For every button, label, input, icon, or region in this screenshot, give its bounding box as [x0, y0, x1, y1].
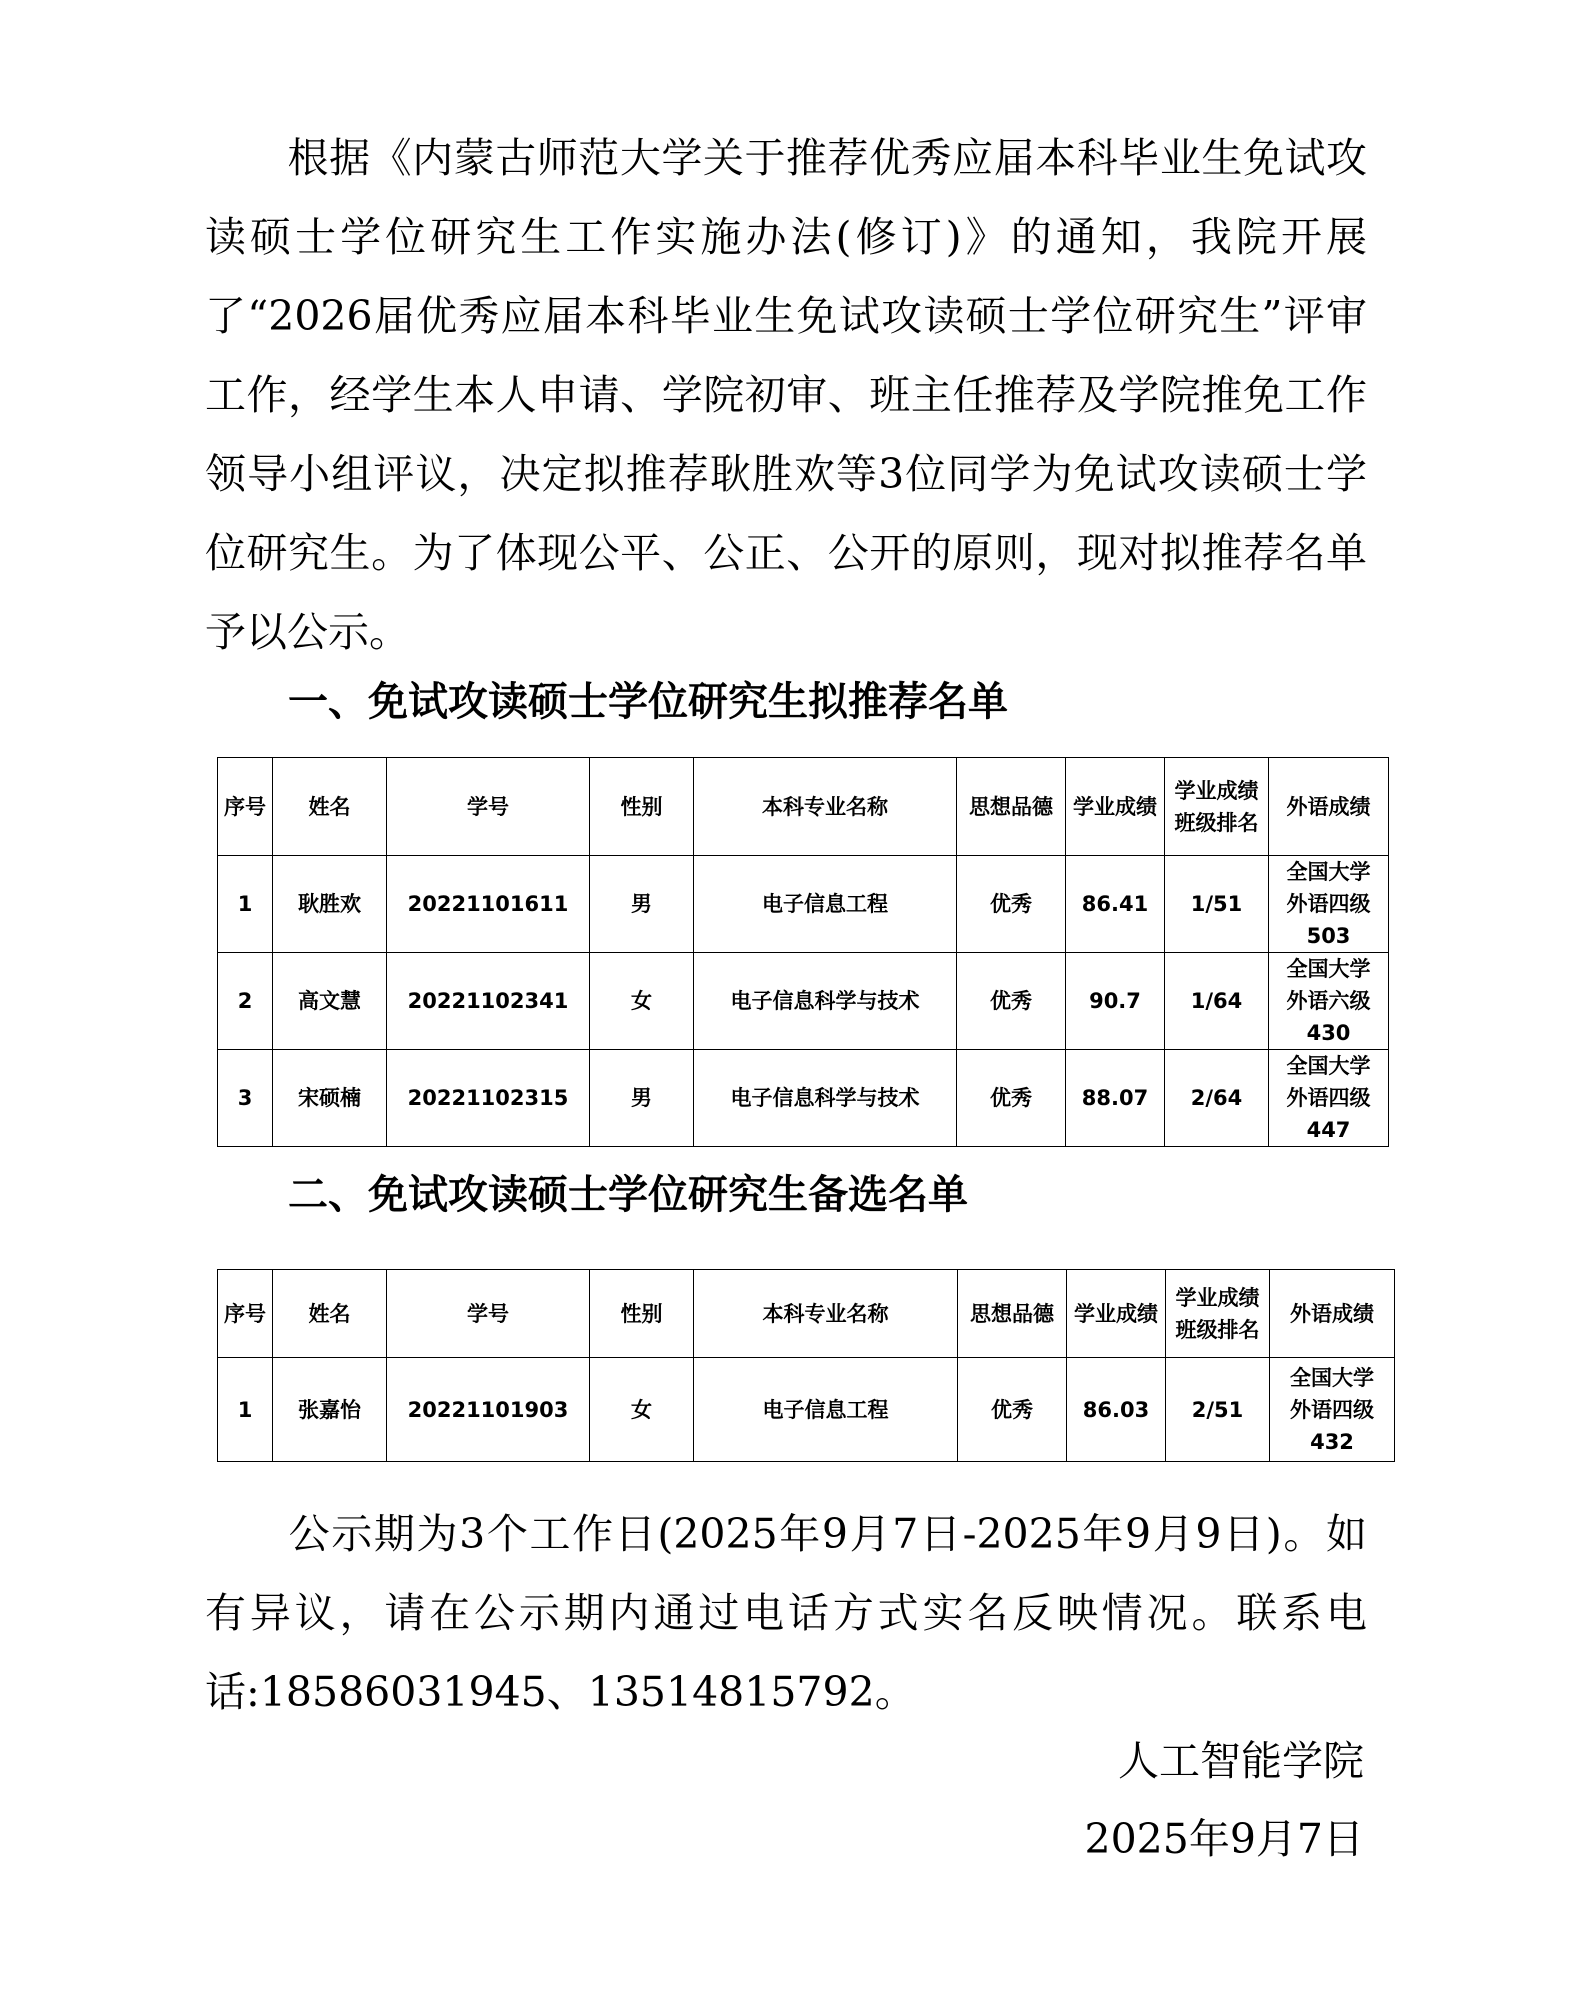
- cell-rank: 2/64: [1165, 1050, 1269, 1147]
- header-moral: 思想品德: [958, 1270, 1067, 1358]
- cell-language: [1269, 856, 1389, 953]
- cell-rank: 1/64: [1165, 953, 1269, 1050]
- cell-gender: 男: [590, 856, 694, 953]
- header-no: 序号: [218, 758, 273, 856]
- cell-id: 20221102341: [387, 953, 590, 1050]
- notice-text: 公示期为3个工作日(2025年9月7日-2025年9月9日)。如有异议，请在公示期内通过电话方式实名反映情况。联系电话:18586031945、13514815792。: [205, 1510, 1367, 1716]
- cell-score: 90.7: [1066, 953, 1165, 1050]
- lang-line3: 432: [1310, 1429, 1354, 1454]
- header-no: 序号: [218, 1270, 273, 1358]
- lang-line3: 447: [1306, 1118, 1351, 1142]
- cell-id: 20221101903: [387, 1358, 590, 1462]
- intro-paragraph: [205, 119, 1367, 672]
- lang-line1: 全国大学: [1286, 860, 1371, 884]
- alternates-table: [217, 1269, 1395, 1462]
- cell-rank: 2/51: [1166, 1358, 1270, 1462]
- cell-major: 电子信息工程: [694, 856, 957, 953]
- header-rank-line1: 学业成绩: [1175, 1285, 1260, 1310]
- lang-line3: 430: [1306, 1021, 1351, 1045]
- cell-name: 耿胜欢: [273, 856, 387, 953]
- header-language: 外语成绩: [1270, 1270, 1395, 1358]
- cell-gender: 女: [590, 1358, 694, 1462]
- cell-moral: 优秀: [957, 953, 1066, 1050]
- header-gender: 性别: [590, 758, 694, 856]
- cell-rank: 1/51: [1165, 856, 1269, 953]
- table-row: [218, 1050, 1389, 1147]
- cell-major: 电子信息工程: [694, 1358, 958, 1462]
- header-rank-line1: 学业成绩: [1174, 778, 1259, 803]
- lang-line3: 503: [1306, 924, 1351, 948]
- header-rank-line2: 班级排名: [1175, 1317, 1260, 1342]
- table-row: [218, 856, 1389, 953]
- lang-line2: 外语六级: [1286, 989, 1371, 1013]
- cell-id: 20221102315: [387, 1050, 590, 1147]
- header-score: 学业成绩: [1067, 1270, 1166, 1358]
- cell-language: [1269, 1050, 1389, 1147]
- cell-gender: 男: [590, 1050, 694, 1147]
- cell-id: 20221101611: [387, 856, 590, 953]
- notice-paragraph: [205, 1495, 1367, 1732]
- cell-major: 电子信息科学与技术: [694, 1050, 957, 1147]
- cell-no: 1: [218, 856, 273, 953]
- cell-score: 86.03: [1067, 1358, 1166, 1462]
- cell-language: [1270, 1358, 1395, 1462]
- header-moral: 思想品德: [957, 758, 1066, 856]
- header-rank: [1165, 758, 1269, 856]
- cell-gender: 女: [590, 953, 694, 1050]
- header-name: 姓名: [273, 1270, 387, 1358]
- recommended-table: [217, 757, 1389, 1147]
- cell-moral: 优秀: [957, 1050, 1066, 1147]
- table-header-row: [218, 1270, 1395, 1358]
- lang-line1: 全国大学: [1286, 957, 1371, 981]
- cell-major: 电子信息科学与技术: [694, 953, 957, 1050]
- header-id: 学号: [387, 1270, 590, 1358]
- cell-name: 高文慧: [273, 953, 387, 1050]
- lang-line2: 外语四级: [1286, 1086, 1371, 1110]
- header-name: 姓名: [273, 758, 387, 856]
- cell-no: 1: [218, 1358, 273, 1462]
- cell-language: [1269, 953, 1389, 1050]
- lang-line2: 外语四级: [1286, 892, 1371, 916]
- header-rank-line2: 班级排名: [1174, 810, 1259, 835]
- lang-line1: 全国大学: [1290, 1365, 1374, 1390]
- header-rank: [1166, 1270, 1270, 1358]
- lang-line1: 全国大学: [1286, 1054, 1371, 1078]
- table-row: [218, 1358, 1395, 1462]
- cell-moral: 优秀: [958, 1358, 1067, 1462]
- signature-date: 2025年9月7日: [1084, 1815, 1364, 1863]
- header-gender: 性别: [590, 1270, 694, 1358]
- cell-moral: 优秀: [957, 856, 1066, 953]
- signature-org: 人工智能学院: [1118, 1737, 1364, 1785]
- lang-line2: 外语四级: [1290, 1397, 1374, 1422]
- cell-name: 张嘉怡: [273, 1358, 387, 1462]
- table-row: [218, 953, 1389, 1050]
- header-major: 本科专业名称: [694, 758, 957, 856]
- header-major: 本科专业名称: [694, 1270, 958, 1358]
- cell-name: 宋硕楠: [273, 1050, 387, 1147]
- header-score: 学业成绩: [1066, 758, 1165, 856]
- cell-score: 86.41: [1066, 856, 1165, 953]
- header-language: 外语成绩: [1269, 758, 1389, 856]
- section1-title: 一、免试攻读硕士学位研究生拟推荐名单: [288, 679, 1008, 725]
- intro-text: 根据《内蒙古师范大学关于推荐优秀应届本科毕业生免试攻读硕士学位研究生工作实施办法(修订)》的通知，我院开展了“2026届优秀应届本科毕业生免试攻读硕士学位研究生”评审工作，经学生本人申请、学院初审、班主任推荐及学院推免工作领导小组评议，决定拟推荐耿胜欢等3位同学为免试攻读硕士学位研究生。为了体现公平、公正、公开的原则，现对拟推荐名单予以公示。: [205, 134, 1367, 656]
- header-id: 学号: [387, 758, 590, 856]
- table-header-row: [218, 758, 1389, 856]
- cell-no: 2: [218, 953, 273, 1050]
- cell-no: 3: [218, 1050, 273, 1147]
- section2-title: 二、免试攻读硕士学位研究生备选名单: [288, 1172, 968, 1218]
- cell-score: 88.07: [1066, 1050, 1165, 1147]
